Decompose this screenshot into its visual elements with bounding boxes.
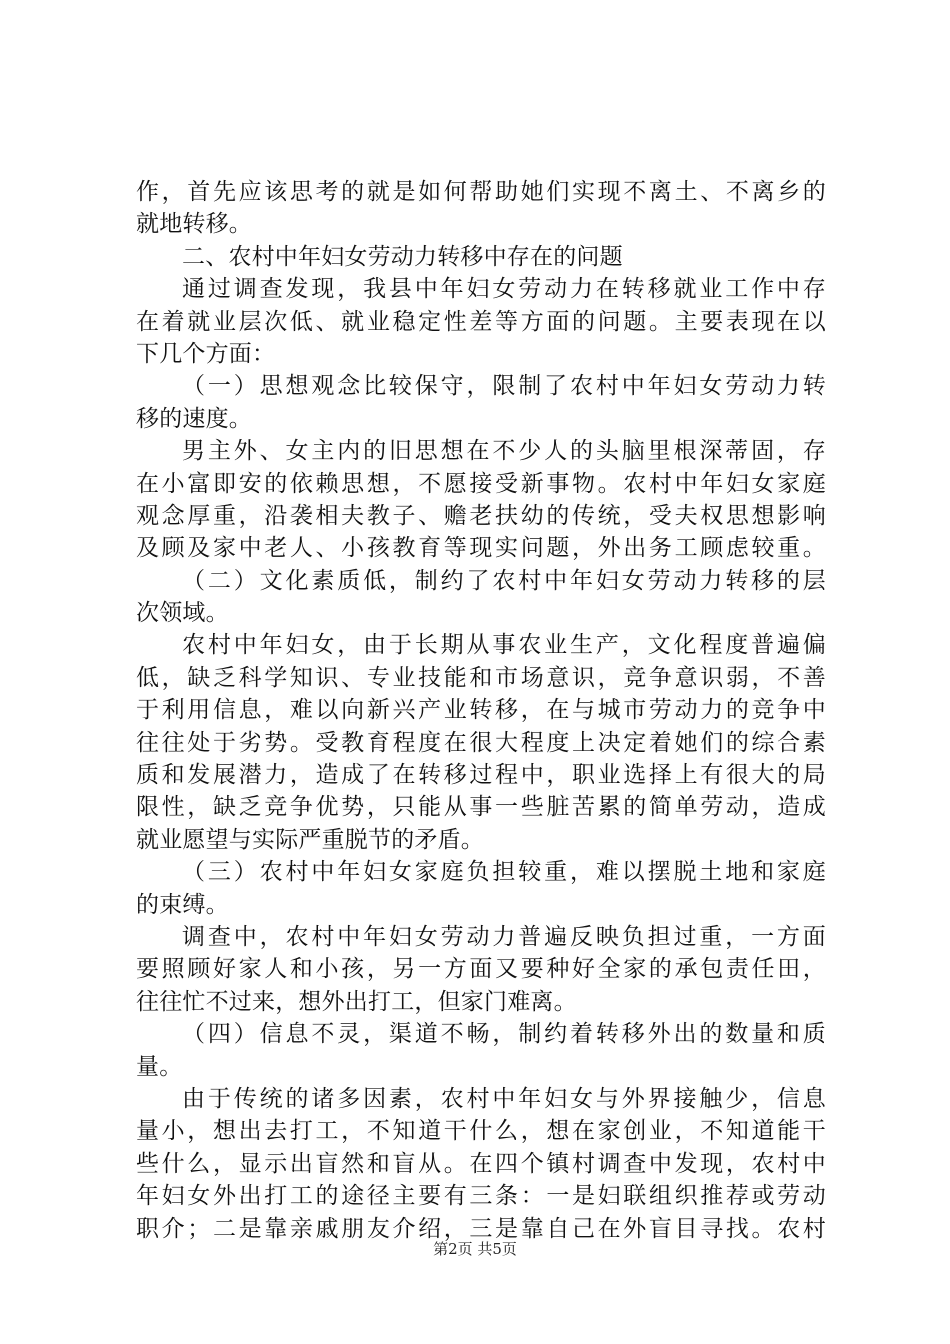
text-line: 移的速度。 — [136, 405, 252, 432]
text-line: 些什么，显示出盲然和盲从。在四个镇村调查中发现，农村中 — [136, 1150, 826, 1177]
text-line: 及顾及家中老人、小孩教育等现实问题，外出务工顾虑较重。 — [136, 535, 826, 562]
text-line: 就业愿望与实际严重脱节的矛盾。 — [136, 826, 484, 853]
text-line: 量小，想出去打工，不知道干什么，想在家创业，不知道能干 — [136, 1118, 826, 1145]
text-line: 下几个方面： — [136, 340, 276, 367]
text-line: （二）文化素质低，制约了农村中年妇女劳动力转移的层 — [182, 567, 826, 594]
text-line: 观念厚重，沿袭相夫教子、赡老扶幼的传统，受夫权思想影响 — [136, 502, 826, 529]
text-line: 年妇女外出打工的途径主要有三条：一是妇联组织推荐或劳动 — [136, 1183, 826, 1210]
text-line: 在小富即安的依赖思想，不愿接受新事物。农村中年妇女家庭 — [136, 470, 826, 497]
text-line: 于利用信息，难以向新兴产业转移，在与城市劳动力的竞争中 — [136, 697, 826, 724]
text-line: 往往忙不过来，想外出打工，但家门难离。 — [136, 988, 577, 1015]
text-line: 通过调查发现，我县中年妇女劳动力在转移就业工作中存 — [182, 276, 826, 303]
text-line: 往往处于劣势。受教育程度在很大程度上决定着她们的综合素 — [136, 729, 826, 756]
text-line: 由于传统的诸多因素，农村中年妇女与外界接触少，信息 — [182, 1085, 826, 1112]
text-line: （一）思想观念比较保守，限制了农村中年妇女劳动力转 — [182, 373, 826, 400]
text-line: 农村中年妇女，由于长期从事农业生产，文化程度普遍偏 — [182, 632, 826, 659]
text-line: 在着就业层次低、就业稳定性差等方面的问题。主要表现在以 — [136, 308, 826, 335]
text-line: 限性，缺乏竞争优势，只能从事一些脏苦累的简单劳动，造成 — [136, 794, 826, 821]
text-line: 作，首先应该思考的就是如何帮助她们实现不离土、不离乡的 — [136, 179, 826, 205]
text-line: 男主外、女主内的旧思想在不少人的头脑里根深蒂固，存 — [182, 438, 826, 465]
text-line: 的束缚。 — [136, 891, 229, 918]
text-line: 职介；二是靠亲戚朋友介绍，三是靠自己在外盲目寻找。农村 — [136, 1215, 826, 1242]
text-line: 就地转移。 — [136, 211, 252, 238]
text-line: （三）农村中年妇女家庭负担较重，难以摆脱土地和家庭 — [182, 859, 826, 886]
document-body — [136, 176, 826, 1245]
text-line: 调查中，农村中年妇女劳动力普遍反映负担过重，一方面 — [182, 923, 826, 950]
text-line: 次领域。 — [136, 600, 229, 627]
text-line: （四）信息不灵，渠道不畅，制约着转移外出的数量和质 — [182, 1021, 826, 1048]
text-line: 低，缺乏科学知识、专业技能和市场意识，竞争意识弱，不善 — [136, 664, 826, 691]
text-line: 质和发展潜力，造成了在转移过程中，职业选择上有很大的局 — [136, 762, 826, 789]
page-number-footer: 第2页 共5页 — [433, 1240, 517, 1258]
text-line: 量。 — [136, 1053, 183, 1080]
text-line: 二、农村中年妇女劳动力转移中存在的问题 — [182, 243, 623, 270]
text-line: 要照顾好家人和小孩，另一方面又要种好全家的承包责任田， — [136, 956, 826, 983]
